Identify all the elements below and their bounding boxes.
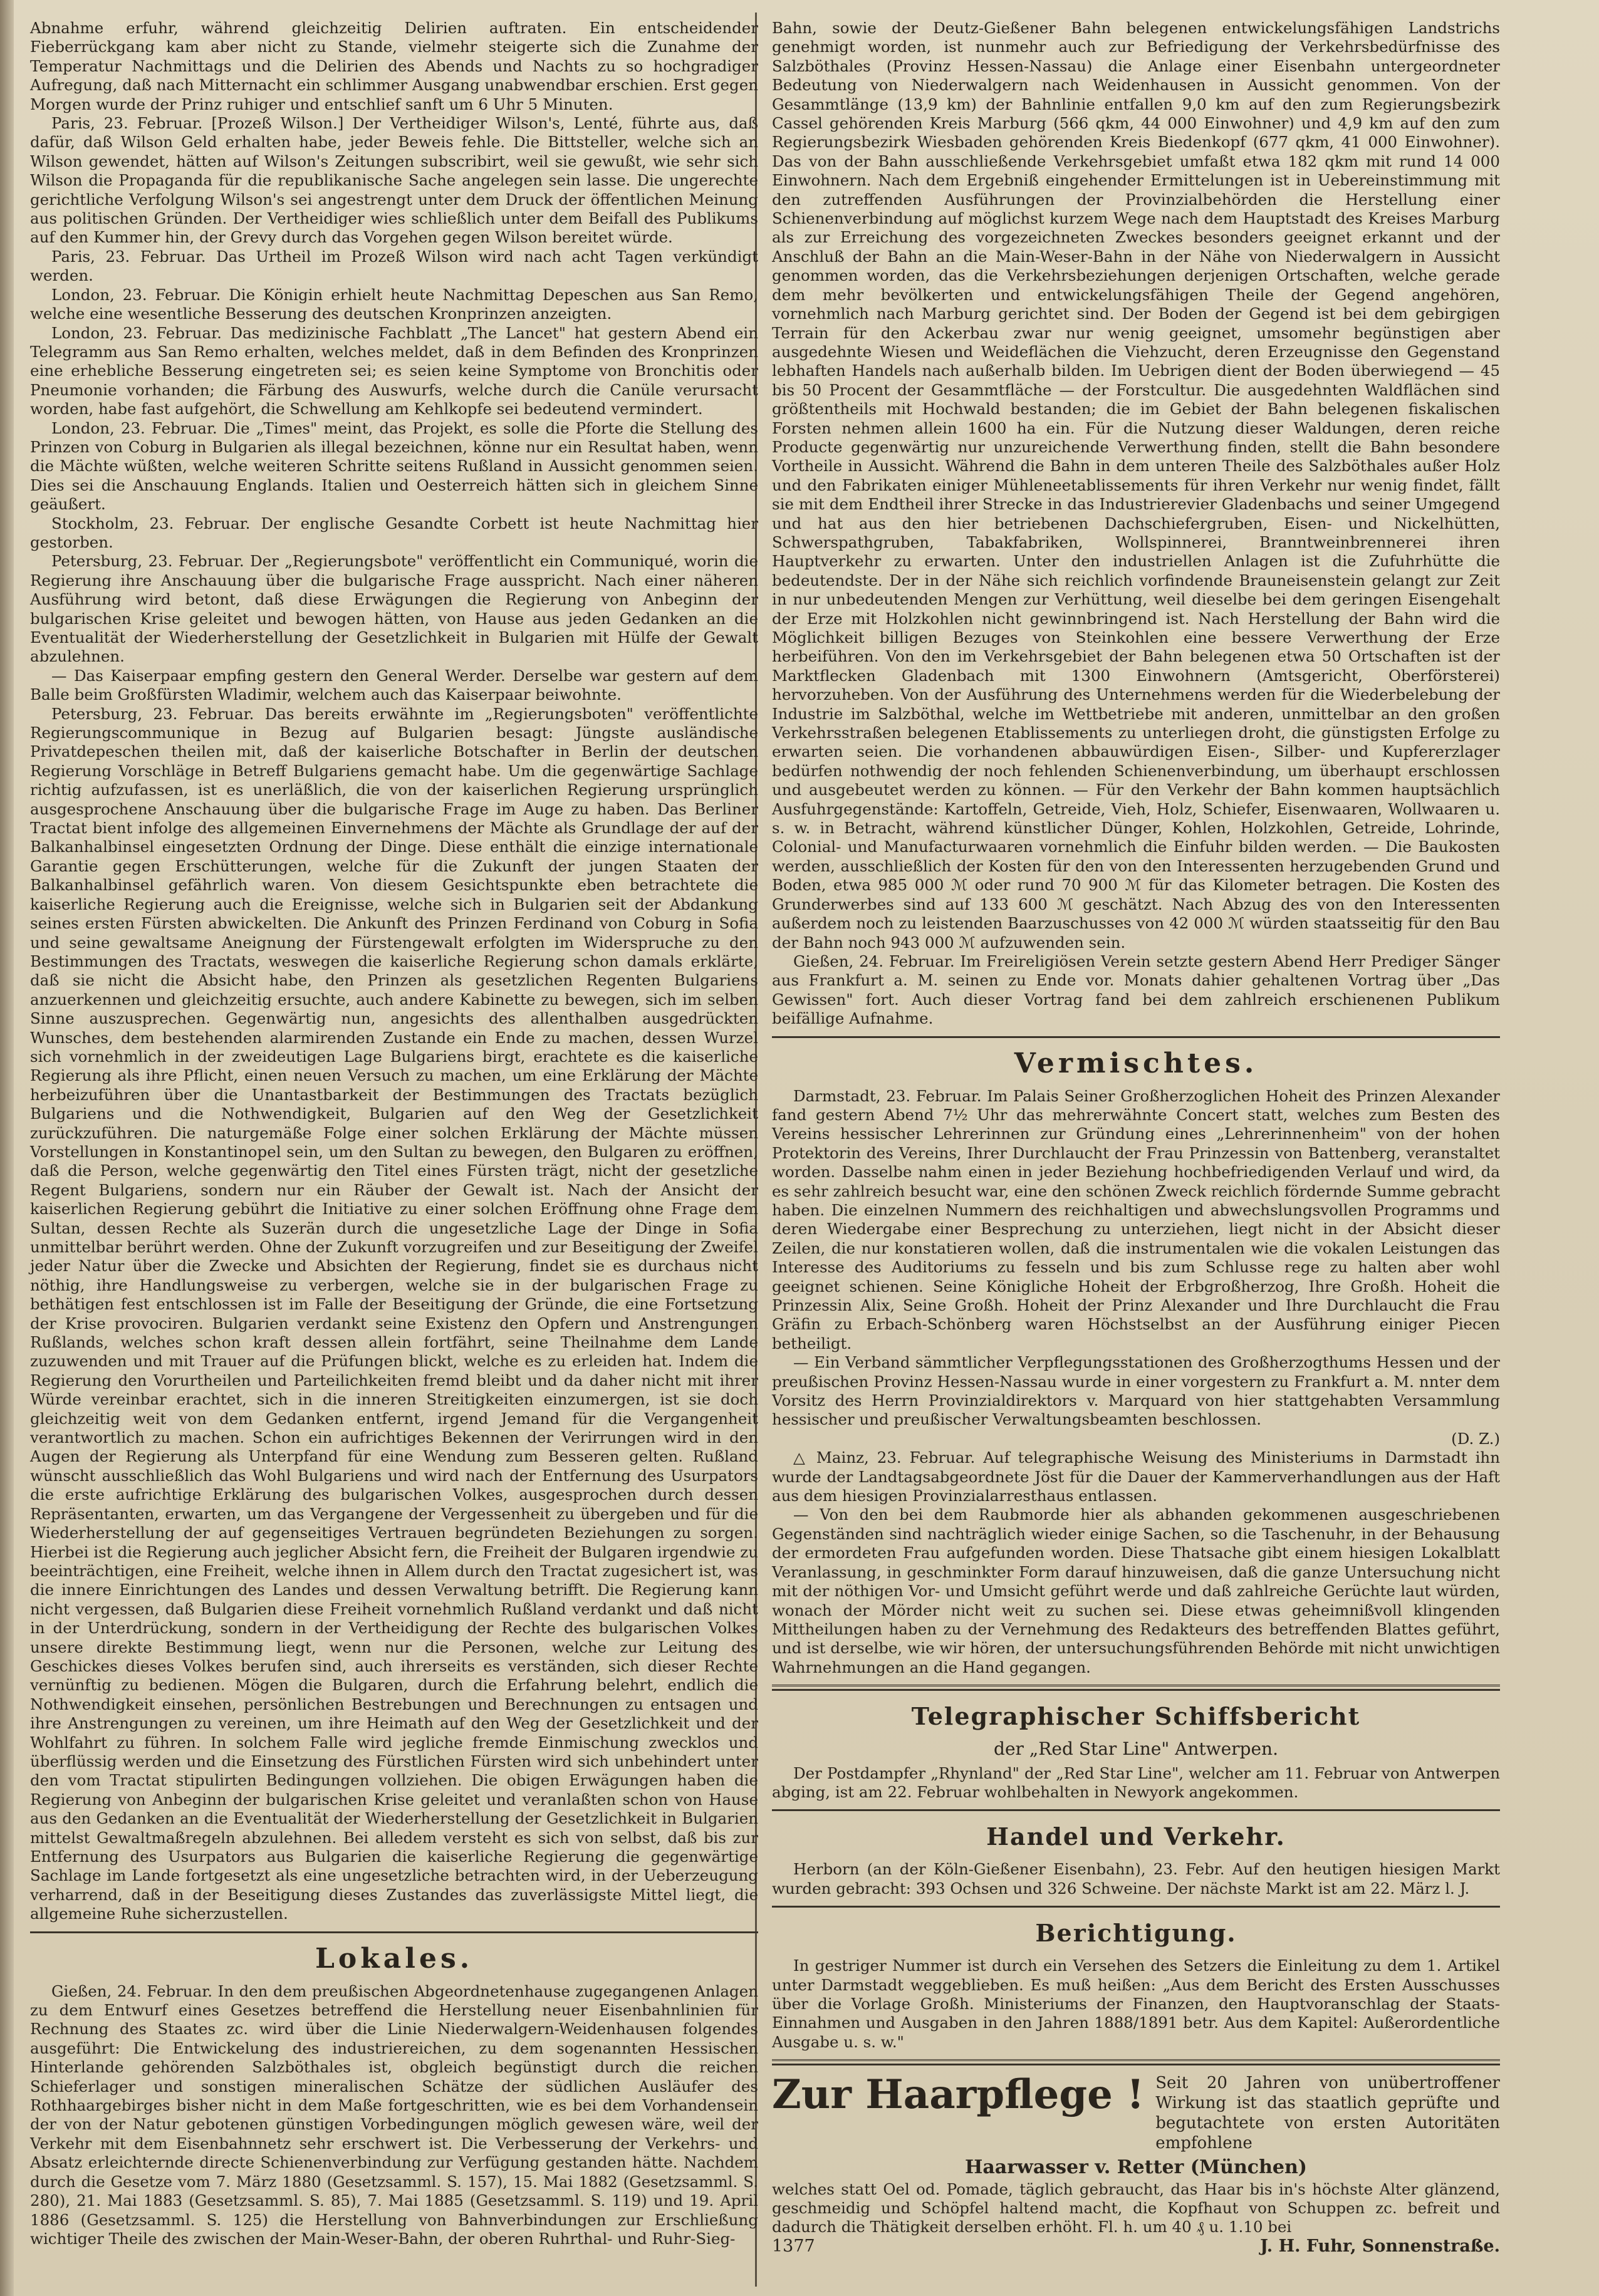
article-petersburg-1: Petersburg, 23. Februar. Der „Regierungsbote" veröffentlicht ein Communiqué, worin die Regierung ihre Anschauung über die bulgarische Frage ausspricht. Nach einer näheren Ausführung wird betont, daß diese Erwägungen die Regierung von Anbeginn der bulgarischen Krise geleitet und bewogen hätten, von Hause aus jeden Gedanken an die Eventualität der Wiederherstellung der Gesetzlichkeit in Bulgarien mit Hülfe der Gewalt abzulehnen.: [30, 552, 758, 666]
article-giessen-verein: Gießen, 24. Februar. Im Freireligiösen Verein setzte gestern Abend Herr Prediger Sänger aus Frankfurt a. M. seinen zu Ende vor. Monats dahier gehaltenen Vortrag über „Das Gewissen" fort. Auch dieser Vortrag fand bei dem zahlreich erschienenen Publikum beifällige Aufnahme.: [772, 952, 1500, 1028]
right-column: [772, 19, 1500, 2256]
section-rule: [772, 1809, 1500, 1811]
article-giessen-bahn: Gießen, 24. Februar. In den dem preußischen Abgeordnetenhause zugegangenen Anlagen zu dem Entwurf eines Gesetzes betreffend die Herstellung neuer Eisenbahnlinien für Rechnung des Staates zc. wird über die Linie Niederwalgern-Weidenhausen folgendes ausgeführt: Die Entwickelung des industriereichen, zu dem sogenannten Hessischen Hinterlande gehörenden Salzböthales ist, obgleich begünstigt durch die reichen Schieferlager und sonstigen mineralischen Schätze der südlichen Ausläufer des Rothhaargebirges bisher nicht in dem Maße fortgeschritten, wie es bei dem Vorhandensein der von der Natur gebotenen günstigen Vorbedingungen möglich gewesen wäre, weil der Verkehr mit dem Eisenbahnnetz sehr erschwert ist. Die Verbesserung der Verkehrs- und Absatz erleichternde directe Schienenverbindung zur Verfügung gestanden hätte. Nachdem durch die Gesetze vom 7. März 1880 (Gesetzsamml. S. 157), 15. Mai 1882 (Gesetzsamml. S. 280), 21. Mai 1883 (Gesetzsamml. S. 85), 7. Mai 1885 (Gesetzsamml. S. 119) und 19. April 1886 (Gesetzsamml. S. 125) die Herstellung von Bahnverbindungen zur Erschließung wichtiger Theile des zwischen der Main-Weser-Bahn, der oberen Ruhrthal- und Ruhr-Sieg-: [30, 1982, 758, 2248]
article-verband: — Ein Verband sämmtlicher Verpflegungsstationen des Großherzogthums Hessen und der preußischen Provinz Hessen-Nassau wurde in einer vorgestern zu Frankfurt a. M. nnter dem Vorsitz des Herrn Provinzialdirektors v. Marquard von hier stattgehabten Versammlung hessischer und preußischer Verwaltungsbeamten beschlossen.: [772, 1353, 1500, 1429]
article-signature: (D. Z.): [1451, 1429, 1500, 1448]
article-paragraph: Abnahme erfuhr, während gleichzeitig Delirien auftraten. Ein entscheidender Fieberrückgang kam aber nicht zu Stande, vielmehr steigerte sich die Zunahme der Temperatur Nachmittags und die Delirien des Abends und Nachts zu so hochgradiger Aufregung, daß nach Mitternacht ein schlimmer Ausgang unabwendbar erschien. Erst gegen Morgen wurde der Prinz ruhiger und entschlief sanft um 6 Uhr 5 Minuten.: [30, 19, 758, 113]
section-rule: [772, 1906, 1500, 1908]
article-berichtigung: In gestriger Nummer ist durch ein Versehen des Setzers die Einleitung zu dem 1. Artikel unter Darmstadt weggeblieben. Es muß heißen: „Aus dem Bericht des Ersten Ausschusses über die Vorlage Großh. Ministeriums der Finanzen, den Hauptvoranschlag der Staats-Einnahmen und Ausgaben in den Jahren 1888/1891 betr. Aus dem Kapitel: Außerordentliche Ausgabe u. s. w.": [772, 1956, 1500, 2051]
section-heading-vermischtes: Vermischtes.: [1014, 1047, 1258, 1079]
scan-edge: [0, 0, 14, 2296]
section-rule: [772, 1685, 1500, 1691]
section-heading-lokales: Lokales.: [315, 1942, 474, 1975]
schiffsbericht-subheading: der „Red Star Line" Antwerpen.: [994, 1738, 1278, 1760]
section-rule: [772, 2059, 1500, 2065]
ad-dealer: J. H. Fuhr, Sonnenstraße.: [1260, 2236, 1500, 2256]
ad-lead: Seit 20 Jahren von unübertroffener Wirkung ist das staatlich geprüfte und begutachtete von ersten Autoritäten empfohlene: [1155, 2074, 1500, 2153]
article-paris-wilson: Paris, 23. Februar. [Prozeß Wilson.] Der Vertheidiger Wilson's, Lenté, führte aus, daß dafür, daß Wilson Geld erhalten habe, jeder Beweis fehle. Die Bittsteller, welche sich an Wilson gewendet, hätten auf Wilson's Zeitungen subscribirt, weil sie gewußt, wie sehr sich Wilson die Propaganda für die republikanische Sache angelegen sein lasse. Die ungerechte gerichtliche Verfolgung Wilson's sei angestrengt unter dem Druck der öffentlichen Meinung aus politischen Gründen. Der Vertheidiger wies schließlich unter dem Beifall des Publikums auf den Kummer hin, der Grevy durch das Vorgehen gegen Wilson bereitet würde.: [30, 114, 758, 247]
article-mainz: △ Mainz, 23. Februar. Auf telegraphische Weisung des Ministeriums in Darmstadt ihn wurde der Landtagsabgeordnete Jöst für die Dauer der Kammerverhandlungen aus der Haft aus dem hiesigen Provinzialarresthaus entlassen.: [772, 1448, 1500, 1505]
article-darmstadt-concert: Darmstadt, 23. Februar. Im Palais Seiner Großherzoglichen Hoheit des Prinzen Alexander fand gestern Abend 7½ Uhr das mehrerwähnte Concert statt, welches zum Besten des Vereins hessischer Lehrerinnen zur Gründung eines „Lehrerinnenheim" von der hohen Protektorin des Vereins, Ihrer Durchlaucht der Frau Prinzessin von Battenberg, veranstaltet worden. Dasselbe nahm einen in jeder Beziehung hochbefriedigenden Verlauf und wird, da es sehr zahlreich besucht war, eine den schönen Zweck reichlich fördernde Summe gebracht haben. Die einzelnen Nummern des reichhaltigen und abwechslungsvollen Programms und deren Wiedergabe einer Besprechung zu unterziehen, liegt nicht in der Absicht dieser Zeilen, die nur konstatieren wollen, daß die instrumentalen wie die vokalen Leistungen das Interesse des Auditoriums zu fesseln und bis zum Schlusse rege zu halten aber wohl geeignet schienen. Seine Königliche Hoheit der Erbgroßherzog, Ihre Großh. Hoheit die Prinzessin Alix, Seine Großh. Hoheit der Prinz Alexander und Ihre Durchlaucht die Frau Gräfin zu Erbach-Schönberg waren Höchstselbst an der Ausführung einiger Piecen betheiligt.: [772, 1086, 1500, 1353]
ad-product: Haarwasser v. Retter (München): [965, 2156, 1307, 2179]
article-london-koenigin: London, 23. Februar. Die Königin erhielt heute Nachmittag Depeschen aus San Remo, welche eine wesentliche Besserung des deutschen Kronprinzen anzeigten.: [30, 285, 758, 323]
section-heading-berichtigung: Berichtigung.: [1035, 1919, 1237, 1948]
article-raubmord: — Von den bei dem Raubmorde hier als abhanden gekommenen ausgeschriebenen Gegenständen sind nachträglich wieder einige Sachen, so die Taschenuhr, in der Behausung der ermordeten Frau aufgefunden worden. Diese Thatsache gibt einem hiesigen Lokalblatt Veranlassung, in geschminkter Form darauf hinzuweisen, daß die ganze Untersuchung nicht mit der nöthigen Vor- und Umsicht geführt werde und daß zahlreiche Gerüchte laut würden, wonach der Mörder nicht weit zu suchen sei. Diese etwas geheimnißvoll klingenden Mittheilungen haben zu der Vernehmung des Redakteurs des betreffenden Blattes geführt, und ist derselbe, wie wir hören, der untersuchungsführenden Behörde mit nicht unwichtigen Wahrnehmungen an die Hand gegangen.: [772, 1505, 1500, 1676]
article-paris-urtheil: Paris, 23. Februar. Das Urtheil im Prozeß Wilson wird nach acht Tagen verkündigt werden.: [30, 247, 758, 285]
article-schiffsbericht: Der Postdampfer „Rhynland" der „Red Star Line", welcher am 11. Februar von Antwerpen abging, ist am 22. Februar wohlbehalten in Newyork angekommen.: [772, 1764, 1500, 1801]
article-petersburg-2: Petersburg, 23. Februar. Das bereits erwähnte im „Regierungsboten" veröffentlichte Regierungscommunique in Bezug auf Bulgarien besagt: Jüngste ausländische Privatdepeschen theilen mit, daß der kaiserliche Botschafter in Berlin der deutschen Regierung Vorschläge in Betreff Bulgariens gemacht habe. Um die gegenwärtige Sachlage richtig aufzufassen, ist es unerläßlich, die von der kaiserlichen Regierung ursprünglich ausgesprochene Anschauung über die bulgarische Frage im Auge zu haben. Das Berliner Tractat bient infolge des allgemeinen Einvernehmens der Mächte als Grundlage der auf der Balkanhalbinsel eingesetzten Ordnung der Dinge. Diese enthält die einzige internationale Garantie gegen Erschütterungen, welche für die Zukunft der jungen Staaten der Balkanhalbinsel gefährlich waren. Von diesem Gesichtspunkte eben betrachtete die kaiserliche Regierung auch die Ereignisse, welche sich in Bulgarien seit der Abdankung seines ersten Fürsten abwickelten. Die Ankunft des Prinzen Ferdinand von Coburg in Sofia und seine gewaltsame Aneignung der Fürstengewalt erfolgten im Widerspruche zu den Bestimmungen des Tractats, weswegen die kaiserliche Regierung schon damals erklärte, daß sie nicht die Absicht habe, den Prinzen als gesetzlichen Regenten Bulgariens anzuerkennen und gleichzeitig ersuchte, auch andere Kabinette zu bewegen, sich im selben Sinne auszusprechen. Gegenwärtig nun, angesichts des allenthalben ausgedrückten Wunsches, dem bestehenden alarmirenden Zustande ein Ende zu machen, dessen Wurzel sich vornehmlich in der zweideutigen Lage Bulgariens birgt, erachtete es die kaiserliche Regierung als ihre Pflicht, einen neuen Versuch zu machen, um eine Erklärung der Mächte herbeizuführen über die Unantastbarkeit der Bestimmungen des Tractats bezüglich Bulgariens und die Nothwendigkeit, Bulgarien auf den Weg der Gesetzlichkeit zurückzuführen. Die naturgemäße Folge einer solchen Erklärung der Mächte müssen Vorstellungen in Konstantinopel sein, um den Sultan zu bewegen, den Bulgaren zu eröffnen, daß die Person, welche gegenwärtig den Titel eines Fürsten trägt, nicht der gesetzliche Regent Bulgariens, sondern nur ein Räuber der Gewalt ist. Nach der Ansicht der kaiserlichen Regierung gebührt die Initiative zu einer solchen Eröffnung ohne Frage dem Sultan, dessen Rechte als Suzerän durch die ungesetzliche Lage der Dinge in Sofia unmittelbar berührt werden. Ohne der Zukunft vorzugreifen und zur Beseitigung der Zweifel jeder Natur über die Zwecke und Absichten der Regierung, findet sie es durchaus nicht nöthig, ihre Handlungsweise zu verbergen, welche sie in der bulgarischen Frage zu bethätigen fest entschlossen ist im Falle der Beseitigung der Gründe, die eine Fortsetzung der Krise provociren. Bulgarien verdankt seine Existenz den Opfern und Anstrengungen Rußlands, welches schon kraft dessen allein fortfährt, seine Theilnahme dem Lande zuzuwenden und mit Trauer auf die Prüfungen blickt, welche es zu erleiden hat. Indem die Regierung den Vorurtheilen und Parteilichkeiten fremd bleibt und da daher nicht mit ihrer Würde vereinbar erachtet, sich in die inneren Streitigkeiten einzumergen, ist sie doch gleichzeitig weit von dem Gedanken entfernt, irgend Jemand für die Vergangenheit verantwortlich zu machen. Schon ein aufrichtiges Bekennen der Verirrungen wird in den Augen der Regierung als Unterpfand für eine Wendung zum Besseren gelten. Rußland wünscht ausschließlich das Wohl Bulgariens und wird nach der Entfernung des Usurpators die erste aufrichtige Erklärung des bulgarischen Volkes, ausgesprochen durch dessen Repräsentanten, erwarten, um das Vergangene der Vergessenheit zu übergeben und für die Wiederherstellung der auf gegenseitiges Vertrauen begründeten Beziehungen zu sorgen. Hierbei ist die Regierung auch jeglicher Absicht fern, die Freiheit der Bulgaren irgendwie zu beeinträchtigen, eine Freiheit, welche ihnen in Allem durch den Tractat zugesichert ist, was die innere Einrichtungen des Landes und dessen Verwaltung betrifft. Die Regierung kann nicht vergessen, daß Bulgarien diese Freiheit vornehmlich Rußland verdankt und daß nicht in der Unterdrückung, sondern in der Vertheidigung der Rechte des bulgarischen Volkes unsere direkte Bestimmung liegt, wenn nur die Personen, welche zur Leitung des Geschickes dieses Volkes berufen sind, auch ihrerseits es verständen, sich dieser Rechte vernünftig zu bedienen. Mögen die Bulgaren, durch die Erfahrung belehrt, endlich die Nothwendigkeit einsehen, persönlichen Bestrebungen und Berechnungen zu entsagen und ihre Anstrengungen zu vereinen, um ihre Heimath auf den Weg der Gesetzlichkeit und der Wohlfahrt zu führen. In solchem Falle wird jegliche fremde Einmischung zwecklos und überflüssig werden und die Einsetzung des Fürstlichen Fürsten wird sich unbehindert unter den vom Tractat stipulirten Bedingungen vollziehen. Die obigen Erwägungen haben die Regierung von Anbeginn der bulgarischen Krise geleitet und veranlaßten schon von Hause aus den Gedanken an die Eventualität der Wiederherstellung der Gesetzlichkeit in Bulgarien mittelst Gewaltmaßregeln abzulehnen. Bei alledem versteht es sich von selbst, daß bis zur Entfernung des Usurpators aus Bulgarien die kaiserliche Regierung die gegenwärtige Sachlage im Lande fortgesetzt als eine ungesetzliche betrachten wird, in der Ueberzeugung verharrend, daß in der Beseitigung dieses Zustandes das zuverlässigste Mittel liegt, die allgemeine Ruhe sicherzustellen.: [30, 704, 758, 1923]
article-herborn: Herborn (an der Köln-Gießener Eisenbahn), 23. Febr. Auf den heutigen hiesigen Markt wurden gebracht: 393 Ochsen und 326 Schweine. Der nächste Markt ist am 22. März l. J.: [772, 1860, 1500, 1898]
left-column: [30, 19, 758, 2248]
ad-title: Zur Haarpflege !: [772, 2071, 1145, 2119]
ad-body: welches statt Oel od. Pomade, täglich gebraucht, das Haar bis in's höchste Alter glänzend, geschmeidig und Schöpfel haltend macht, die Kopfhaut von Schuppen zc. befreit und dadurch die Thätigkeit derselben erhöht. Fl. h. um 40 ₰ u. 1.10 bei: [772, 2179, 1500, 2236]
ad-number: 1377: [772, 2236, 815, 2256]
article-london-lancet: London, 23. Februar. Das medizinische Fachblatt „The Lancet" hat gestern Abend ein Telegramm aus San Remo erhalten, welches meldet, daß in dem Befinden des Kronprinzen eine erhebliche Besserung eingetreten sei; es seien keine Symptome von Bronchitis oder Pneumonie vorhanden; die Färbung des Auswurfs, welche durch die Canüle verursacht worden, habe fast aufgehört, die Schwellung am Kehlkopfe sei bedeutend vermindert.: [30, 323, 758, 418]
section-heading-schiffsbericht: Telegraphischer Schiffsbericht: [911, 1702, 1361, 1731]
article-bahn-continued: Bahn, sowie der Deutz-Gießener Bahn belegenen entwickelungsfähigen Landstrichs genehmigt worden, ist nunmehr auch zur Befriedigung der Verkehrsbedürfnisse des Salzböthales (Provinz Hessen-Nassau) die Anlage einer Eisenbahn untergeordneter Bedeutung von Niederwalgern nach Weidenhausen in Aussicht genommen. Von der Gesammtlänge (13,9 km) der Bahnlinie entfallen 9,0 km auf den zum Regierungsbezirk Cassel gehörenden Kreis Marburg (566 qkm, 44 000 Einwohner) und 4,9 km auf den zum Regierungsbezirk Wiesbaden gehörenden Kreis Biedenkopf (677 qkm, 41 000 Einwohner). Das von der Bahn ausschließende Verkehrsgebiet umfaßt etwa 182 qkm mit rund 14 000 Einwohnern. Nach dem Ergebniß eingehender Ermittelungen ist in Uebereinstimmung mit den zutreffenden Ausführungen der Provinzialbehörden die Herstellung einer Schienenverbindung auf möglichst kurzem Wege nach dem Hauptstadt des Kreises Marburg als zur Erreichung des vorgezeichneten Zweckes besonders geeignet erkannt und der Anschluß der Bahn an die Main-Weser-Bahn in der Nähe von Niederwalgern in Aussicht genommen worden, das die Verkehrsbeziehungen derjenigen Ortschaften, welche gerade dem mehr bevölkerten und entwickelungsfähigen Theile der Gegend angehören, vornehmlich nach Marburg gerichtet sind. Der Boden der Gegend ist bei dem gebirgigen Terrain für den Ackerbau zwar nur wenig geeignet, umsomehr begünstigen aber ausgedehnte Wiesen und Weideflächen die Viehzucht, deren Erzeugnisse den Gegenstand lebhaften Handels nach außerhalb bilden. Im Uebrigen dient der Boden überwiegend — 45 bis 50 Procent der Gesammtfläche — der Forstcultur. Die ausgedehnten Waldflächen sind größtentheils mit Hochwald bestanden; die im Gebiet der Bahn belegenen fiskalischen Forsten nehmen allein 1600 ha ein. Für die Nutzung dieser Waldungen, deren reiche Producte gegenwärtig nur unzureichende Verwerthung finden, stellt die Bahn besondere Vortheile in Aussicht. Während die Bahn in dem unteren Theile des Salzböthales außer Holz und den Fabrikaten einiger Mühleneetablissements für ihren Verkehr nur wenig findet, fällt sie mit dem Endtheil ihrer Strecke in das Industrierevier Gladenbachs und seiner Umgegend und hat aus den hier betriebenen Dachschiefergruben, Eisen- und Nickelhütten, Schwerspathgruben, Tabakfabriken, Wollspinnerei, Branntweinbrennerei ihren Hauptverkehr zu erwarten. Unter den industriellen Anlagen ist die Zufuhrhütte die bedeutendste. Der in der Nähe sich reichlich vorfindende Brauneisenstein gelangt zur Zeit in nur unbedeutenden Mengen zur Verhüttung, weil dieselbe bei dem geringen Eisengehalt der Erze mit Holzkohlen nicht gewinnbringend ist. Nach Herstellung der Bahn wird die Möglichkeit billigen Bezuges von Steinkohlen eine bessere Verwerthung der Erze herbeiführen. Von den im Verkehrsgebiet der Bahn belegenen etwa 50 Ortschaften ist der Marktflecken Gladenbach mit 1300 Einwohnern (Amtsgericht, Oberförsterei) hervorzuheben. Von der Ausführung des Unternehmens werden für die Wiederbelebung der Industrie im Salzböthal, welche im Wettbetriebe mit anderen, unmittelbar an den großen Verkehrsstraßen belegenen Etablissements zu unterliegen droht, die günstigsten Erfolge zu erwarten seien. Die vorhandenen abbauwürdigen Eisen-, Silber- und Kupfererzlager bedürfen nothwendig der noch fehlenden Schienenverbindung, um überhaupt erschlossen und ausgebeutet werden zu können. — Für den Verkehr der Bahn kommen hauptsächlich Ausfuhrgegenstände: Kartoffeln, Getreide, Vieh, Holz, Schiefer, Eisenwaaren, Wollwaaren u. s. w. in Betracht, während künstlicher Dünger, Kohlen, Holzkohlen, Getreide, Lohrinde, Colonial- und Manufacturwaaren vornehmlich die Einfuhr bilden werden. — Die Baukosten werden, ausschließlich der Kosten für den von den Interessenten herzugebenden Grund und Boden, etwa 985 000 ℳ oder rund 70 900 ℳ für das Kilometer betragen. Die Kosten des Grunderwerbes sind auf 133 600 ℳ geschätzt. Nach Abzug des von den Interessenten außerdem noch zu leistenden Baarzuschusses von 42 000 ℳ würden staatsseitig für den Bau der Bahn noch 943 000 ℳ aufzuwenden sein.: [772, 19, 1500, 952]
section-rule: [772, 1036, 1500, 1038]
article-stockholm: Stockholm, 23. Februar. Der englische Gesandte Corbett ist heute Nachmittag hier gestorben.: [30, 514, 758, 551]
ad-footer: [772, 2237, 1500, 2256]
article-london-times: London, 23. Februar. Die „Times" meint, das Projekt, es solle die Pforte die Stellung des Prinzen von Coburg in Bulgarien als illegal bezeichnen, könne nur ein Resultat haben, wenn die Mächte wüßten, welche weiteren Schritte seitens Rußland in Aussicht genommen seien. Dies sei die Anschauung Englands. Italien und Oesterreich hätten sich in gleichem Sinne geäußert.: [30, 418, 758, 514]
advertisement: [772, 2073, 1500, 2153]
section-heading-handel: Handel und Verkehr.: [986, 1822, 1286, 1851]
article-kaiserpaar: — Das Kaiserpaar empfing gestern den General Werder. Derselbe war gestern auf dem Balle beim Großfürsten Wladimir, welchem auch das Kaiserpaar beiwohnte.: [30, 666, 758, 704]
section-rule: [30, 1931, 758, 1933]
